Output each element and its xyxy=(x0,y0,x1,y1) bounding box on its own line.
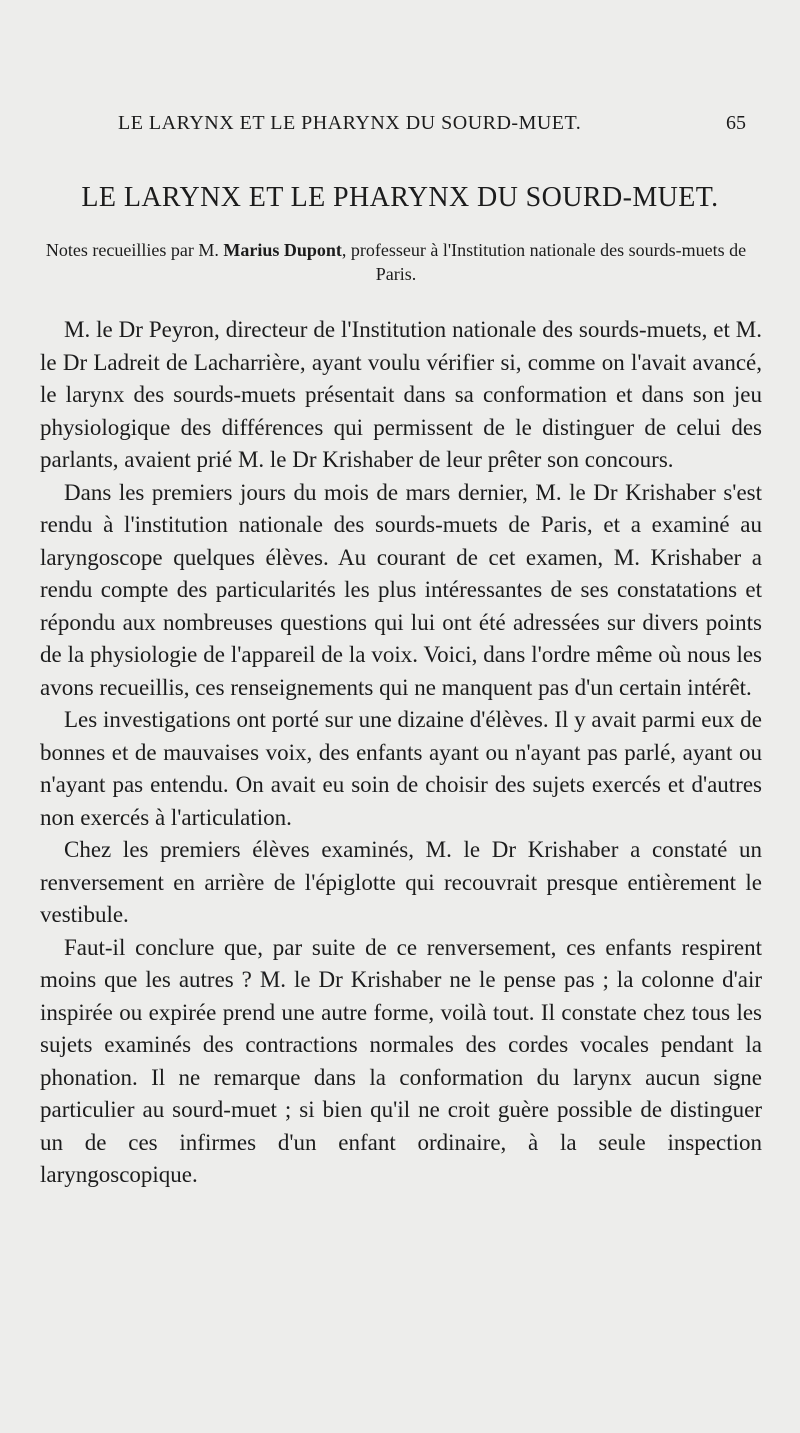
article-title: LE LARYNX ET LE PHARYNX DU SOURD-MUET. xyxy=(81,182,719,213)
paragraph-2: Dans les premiers jours du mois de mars dernier, M. le Dr Krishaber s'est rendu à l'institution nationale des sourds-muets de Paris, et a examiné au laryngoscope quelques élèves. Au courant de cet examen, M. Krishaber a rendu compte des particularités les plus intéressantes de ses constatations et répondu aux nombreuses questions qui lui ont été adressées sur divers points de la physiologie de l'appareil de la voix. Voici, dans l'ordre même où nous les avons recueillis, ces renseignements qui ne manquent pas d'un certain intérêt. xyxy=(40,479,762,700)
running-head xyxy=(0,112,800,142)
byline-author: Marius Dupont xyxy=(223,240,342,260)
paragraph-4: Chez les premiers élèves examinés, M. le Dr Krishaber a constaté un renversement en arrière de l'épiglotte qui recouvrait presque entièrement le vestibule. xyxy=(40,837,762,927)
running-title: LE LARYNX ET LE PHARYNX DU SOURD-MUET. xyxy=(118,112,582,134)
byline-suffix: , professeur à l'Institution nationale des sourds-muets de Paris. xyxy=(341,240,747,284)
paragraph-3: Les investigations ont porté sur une dizaine d'élèves. Il y avait parmi eux de bonnes et de mauvaises voix, des enfants ayant ou n'ayant pas parlé, ayant ou n'ayant pas entendu. On avait eu soin de choisir des sujets exercés et d'autres non exercés à l'articulation. xyxy=(40,707,762,830)
paragraph-5: Faut-il conclure que, par suite de ce renversement, ces enfants respirent moins que les autres ? M. le Dr Krishaber ne le pense pas ; la colonne d'air inspirée ou expirée prend une autre forme, voilà tout. Il constate chez tous les sujets examinés des contractions normales des cordes vocales pendant la phonation. Il ne remarque dans la conformation du larynx aucun signe particulier au sourd-muet ; si bien qu'il ne croit guère possible de distinguer un de ces infirmes d'un enfant ordinaire, à la seule inspection laryngoscopique. xyxy=(40,934,762,1187)
byline xyxy=(36,238,756,286)
byline-prefix: Notes recueillies par M. xyxy=(45,240,224,260)
page-number: 65 xyxy=(726,112,746,134)
paragraph-1: M. le Dr Peyron, directeur de l'Institution nationale des sourds-muets, et M. le Dr Ladreit de Lacharrière, ayant voulu vérifier si, comme on l'avait avancé, le larynx des sourds-muets présentait dans sa conformation et dans son jeu physiologique des différences qui permissent de le distinguer de celui des parlants, avaient prié M. le Dr Krishaber de leur prêter son concours. xyxy=(40,317,762,472)
article-body xyxy=(40,314,762,1192)
